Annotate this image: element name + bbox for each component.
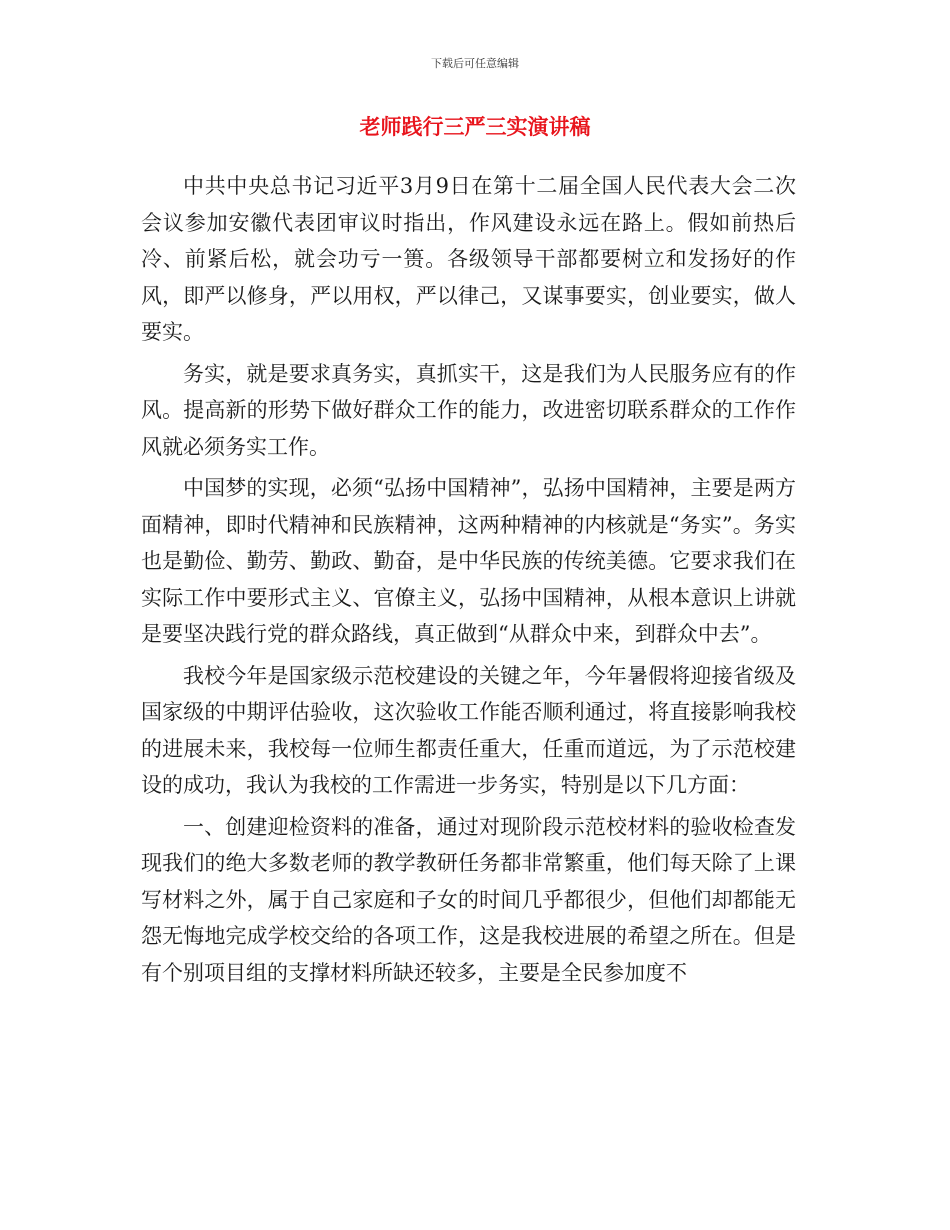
paragraph: 我校今年是国家级示范校建设的关键之年，今年暑假将迎接省级及国家级的中期评估验收，这次验收工作能否顺利通过，将直接影响我校的进展未来，我校每一位师生都责任重大，任重而道远，为了示范校建设的成功，我认为我校的工作需进一步务实，特别是以下几方面： — [141, 663, 796, 797]
document-title: 老师践行三严三实演讲稿 — [359, 115, 591, 139]
paragraph: 务实，就是要求真务实，真抓实干，这是我们为人民服务应有的作风。提高新的形势下做好群众工作的能力，改进密切联系群众的工作作风就必须务实工作。 — [141, 361, 796, 459]
paragraph: 一、创建迎检资料的准备，通过对现阶段示范校材料的验收检查发现我们的绝大多数老师的教学教研任务都非常繁重，他们每天除了上课写材料之外，属于自己家庭和子女的时间几乎都很少，但他们却都能无怨无悔地完成学校交给的各项工作，这是我校进展的希望之所在。但是有个别项目组的支撑材料所缺还较多，主要是全民参加度不 — [141, 814, 796, 985]
paragraph: 中国梦的实现，必须“弘扬中国精神”，弘扬中国精神，主要是两方面精神，即时代精神和民族精神，这两种精神的内核就是“务实”。务实也是勤俭、勤劳、勤政、勤奋，是中华民族的传统美德。它要求我们在实际工作中要形式主义、官僚主义，弘扬中国精神，从根本意识上讲就是要坚决践行党的群众路线，真正做到“从群众中来，到群众中去”。 — [141, 476, 796, 646]
header-note: 下载后可任意编辑 — [431, 57, 519, 70]
paragraph: 中共中央总书记习近平3月9日在第十二届全国人民代表大会二次会议参加安徽代表团审议时指出，作风建设永远在路上。假如前热后冷、前紧后松，就会功亏一篑。各级领导干部都要树立和发扬好的作风，即严以修身，严以用权，严以律己，又谋事要实，创业要实，做人要实。 — [141, 174, 796, 344]
document-body — [141, 168, 796, 996]
